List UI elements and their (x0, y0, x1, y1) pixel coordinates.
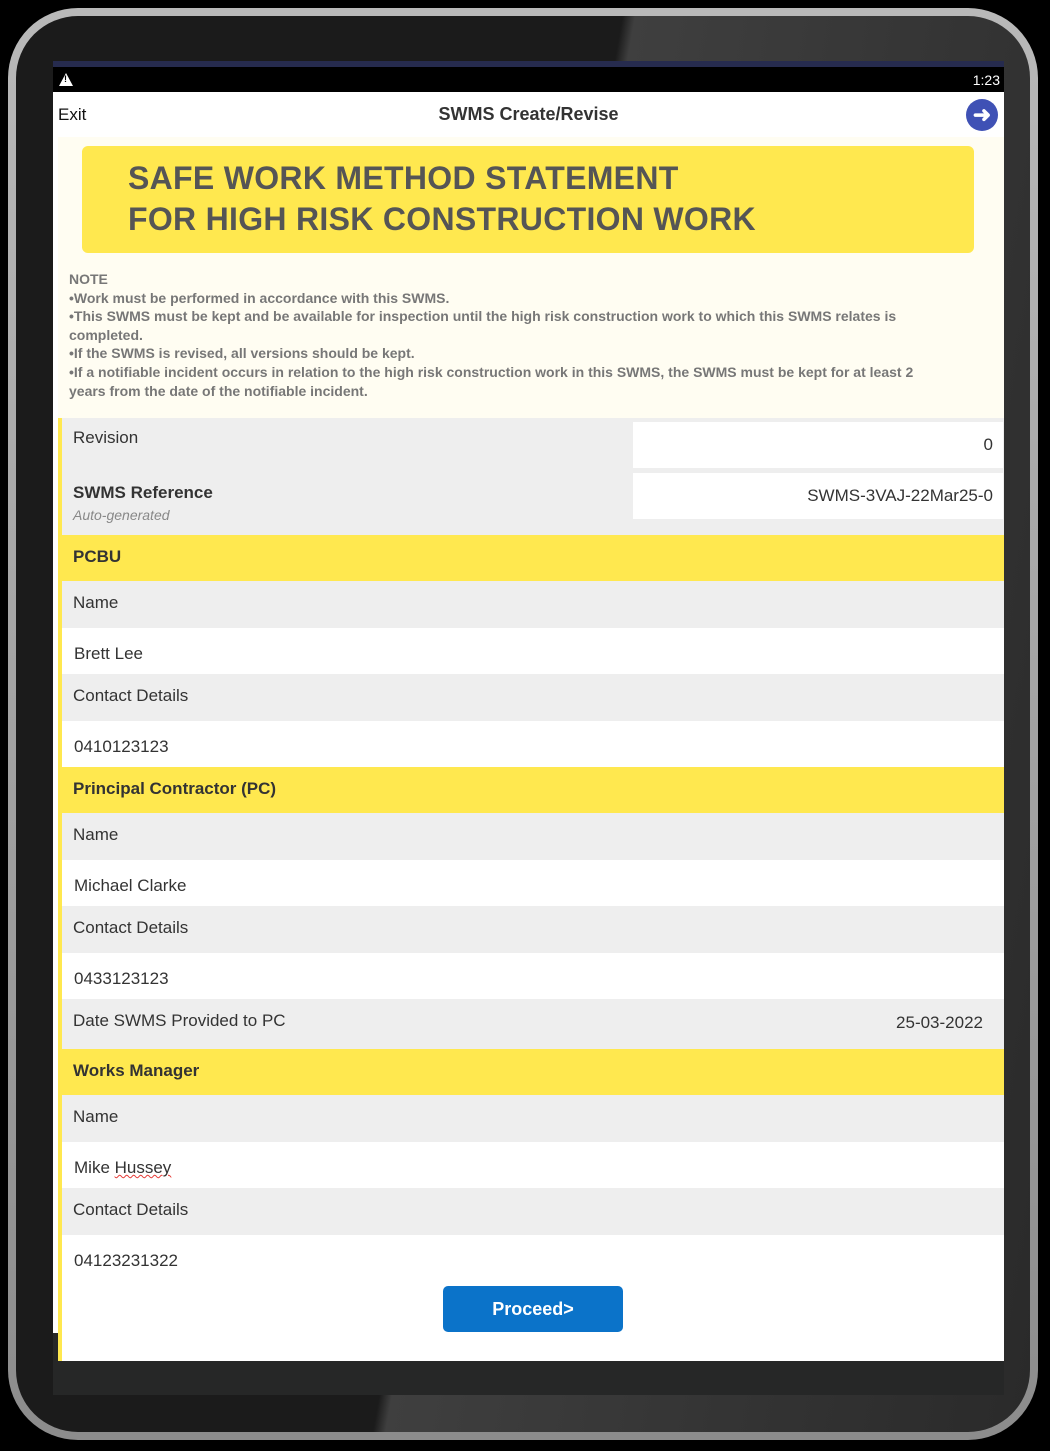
pc-name-input[interactable]: Michael Clarke (62, 860, 1004, 906)
page-title: SWMS Create/Revise (438, 104, 619, 124)
note-item: •Work must be performed in accordance with this SWMS. (69, 289, 450, 306)
pcbu-contact-input[interactable]: 0410123123 (62, 721, 1004, 767)
pc-date-row[interactable] (62, 999, 1004, 1049)
pcbu-contact-label: Contact Details (62, 674, 1004, 721)
swms-reference-input[interactable]: SWMS-3VAJ-22Mar25-0 (633, 473, 1003, 519)
wm-name-label: Name (62, 1095, 1004, 1142)
section-works-manager: Works Manager (62, 1049, 1004, 1095)
swms-form (58, 418, 1004, 1361)
pc-contact-label: Contact Details (62, 906, 1004, 953)
note-block (69, 270, 949, 400)
wm-contact-label: Contact Details (62, 1188, 1004, 1235)
exit-button[interactable]: Exit (58, 104, 87, 124)
revision-label: Revision (73, 428, 139, 447)
wm-contact-input[interactable]: 04123231322 (62, 1235, 1004, 1281)
auto-generated-hint: Auto-generated (73, 507, 170, 523)
device-screen (53, 61, 1004, 1395)
swms-reference-label: SWMS Reference (73, 483, 213, 502)
form-content (53, 137, 1004, 1333)
banner-line-2: FOR HIGH RISK CONSTRUCTION WORK (128, 201, 756, 237)
proceed-button[interactable]: Proceed> (443, 1286, 623, 1332)
revision-row (62, 418, 1004, 473)
pc-date-value[interactable]: 25-03-2022 (896, 1013, 983, 1032)
pcbu-name-label: Name (62, 581, 1004, 628)
section-principal-contractor: Principal Contractor (PC) (62, 767, 1004, 813)
status-bar (53, 67, 1004, 92)
revision-input[interactable]: 0 (633, 422, 1003, 468)
status-time: 1:23 (972, 71, 1000, 88)
note-heading: NOTE (69, 271, 108, 287)
section-pcbu: PCBU (62, 535, 1004, 581)
note-item: •If a notifiable incident occurs in relation to the high risk construction work in this SWMS, the SWMS must be kept for at least 2 years from the date of the notifiable incident. (69, 363, 914, 399)
wm-name-input[interactable]: Mike Hussey (62, 1142, 1004, 1188)
app-bar (53, 92, 1004, 137)
note-item: •This SWMS must be kept and be available for inspection until the high risk construction work to which this SWMS relates is completed. (69, 308, 897, 343)
pc-name-label: Name (62, 813, 1004, 860)
pcbu-name-input[interactable]: Brett Lee (62, 628, 1004, 674)
pc-contact-input[interactable]: 0433123123 (62, 953, 1004, 999)
note-item: •If the SWMS is revised, all versions should be kept. (69, 345, 415, 362)
action-area (62, 1281, 1004, 1361)
pc-date-label: Date SWMS Provided to PC (73, 1011, 286, 1030)
spellcheck-word: Hussey (114, 1158, 172, 1177)
swms-banner (82, 146, 974, 253)
swms-reference-row (62, 473, 1004, 535)
warning-triangle-icon (59, 73, 73, 86)
banner-line-1: SAFE WORK METHOD STATEMENT (128, 160, 679, 196)
arrow-right-circle-icon[interactable]: ➜ (966, 99, 998, 131)
